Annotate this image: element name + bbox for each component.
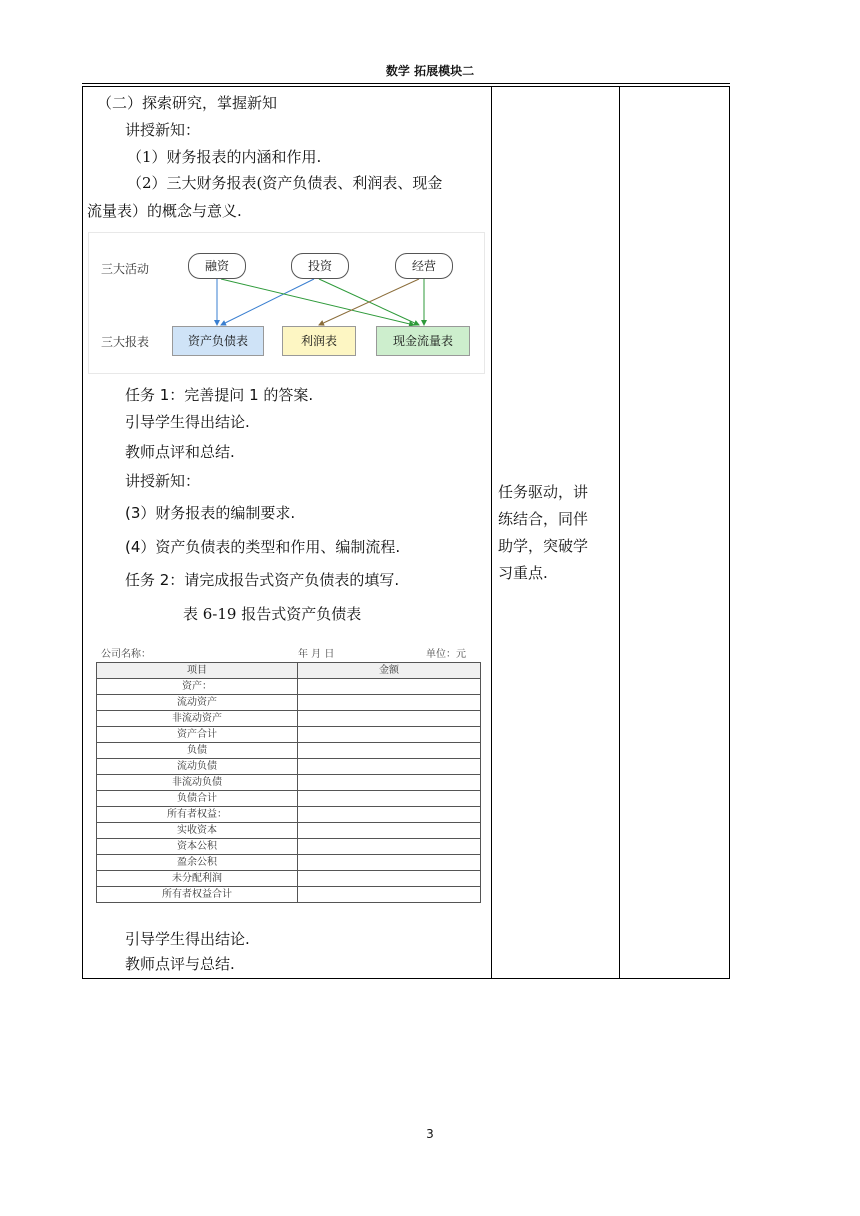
- row-item: 资产：: [97, 679, 298, 695]
- lesson-table: [82, 86, 730, 979]
- table-row: [97, 775, 481, 791]
- page-header: 数学 拓展模块二: [385, 64, 475, 78]
- row-item: 非流动资产: [97, 711, 298, 727]
- lecture-label: 讲授新知：: [125, 121, 201, 139]
- statement-cashflow: 现金流量表: [376, 326, 470, 356]
- row-amount-cell[interactable]: [298, 791, 481, 807]
- guide-1: 引导学生得出结论.: [125, 413, 250, 431]
- point-4: (4）资产负债表的类型和作用、编制流程.: [125, 538, 401, 556]
- header-rule: [82, 83, 730, 84]
- activity-investing: 投资: [291, 253, 349, 279]
- row-amount-cell[interactable]: [298, 871, 481, 887]
- table-row: [97, 679, 481, 695]
- header-item: 项目: [97, 663, 298, 679]
- row-amount-cell[interactable]: [298, 855, 481, 871]
- intent-line-4: 习重点.: [498, 564, 548, 582]
- statement-balance-sheet: 资产负债表: [172, 326, 264, 356]
- table-row: [97, 711, 481, 727]
- activity-financing: 融资: [188, 253, 246, 279]
- table-row: [97, 791, 481, 807]
- row-amount-cell[interactable]: [298, 711, 481, 727]
- row-item: 非流动负债: [97, 775, 298, 791]
- statements-label: 三大报表: [101, 335, 150, 349]
- task-2: 任务 2：请完成报告式资产负债表的填写.: [125, 571, 400, 589]
- row-item: 未分配利润: [97, 871, 298, 887]
- task-1: 任务 1：完善提问 1 的答案.: [125, 386, 314, 404]
- activity-operating: 经营: [395, 253, 453, 279]
- row-item: 负债合计: [97, 791, 298, 807]
- row-amount-cell[interactable]: [298, 823, 481, 839]
- date-label: 年 月 日: [298, 649, 335, 660]
- row-amount-cell[interactable]: [298, 679, 481, 695]
- row-item: 所有者权益合计: [97, 887, 298, 903]
- review-2: 教师点评与总结.: [125, 955, 235, 973]
- column-divider-1: [491, 87, 492, 978]
- arrow-financing-to-cashflow: [221, 279, 414, 325]
- table-row: [97, 823, 481, 839]
- lecture-label-2: 讲授新知：: [125, 472, 201, 490]
- table-row: [97, 727, 481, 743]
- row-amount-cell[interactable]: [298, 743, 481, 759]
- row-item: 盈余公积: [97, 855, 298, 871]
- row-item: 负债: [97, 743, 298, 759]
- table-row: [97, 743, 481, 759]
- table-row: [97, 759, 481, 775]
- three-statements-diagram: [88, 232, 485, 374]
- row-item: 资本公积: [97, 839, 298, 855]
- point-3: (3）财务报表的编制要求.: [125, 504, 296, 522]
- statement-income: 利润表: [282, 326, 356, 356]
- header-amount: 金额: [298, 663, 481, 679]
- table-row: [97, 695, 481, 711]
- section-title: （二）探索研究，掌握新知: [97, 94, 278, 112]
- row-amount-cell[interactable]: [298, 807, 481, 823]
- balance-sheet-table: [96, 662, 481, 903]
- table-row: [97, 839, 481, 855]
- page-number: 3: [426, 1127, 434, 1141]
- arrow-investing-to-balance: [221, 279, 314, 325]
- row-item: 所有者权益：: [97, 807, 298, 823]
- table-row: [97, 807, 481, 823]
- row-amount-cell[interactable]: [298, 759, 481, 775]
- row-item: 流动资产: [97, 695, 298, 711]
- point-1: （1）财务报表的内涵和作用.: [127, 148, 322, 166]
- table-header-row: [97, 663, 481, 679]
- row-amount-cell[interactable]: [298, 887, 481, 903]
- intent-line-2: 练结合，同伴: [498, 510, 589, 528]
- table-row: [97, 871, 481, 887]
- teaching-intent: [498, 479, 608, 587]
- row-item: 资产合计: [97, 727, 298, 743]
- point-2-line1: （2）三大财务报表(资产负债表、利润表、现金: [127, 174, 443, 192]
- row-item: 实收资本: [97, 823, 298, 839]
- guide-2: 引导学生得出结论.: [125, 930, 250, 948]
- table-row: [97, 887, 481, 903]
- activities-label: 三大活动: [101, 262, 150, 276]
- table-caption: 表 6-19 报告式资产负债表: [183, 605, 362, 623]
- intent-line-3: 助学，突破学: [498, 537, 589, 555]
- row-amount-cell[interactable]: [298, 839, 481, 855]
- review-1: 教师点评和总结.: [125, 443, 235, 461]
- point-2-line2: 流量表）的概念与意义.: [87, 202, 242, 220]
- table-row: [97, 855, 481, 871]
- column-divider-2: [619, 87, 620, 978]
- company-label: 公司名称：: [101, 649, 151, 660]
- row-item: 流动负债: [97, 759, 298, 775]
- row-amount-cell[interactable]: [298, 695, 481, 711]
- row-amount-cell[interactable]: [298, 775, 481, 791]
- unit-label: 单位：元: [426, 649, 466, 660]
- row-amount-cell[interactable]: [298, 727, 481, 743]
- intent-line-1: 任务驱动，讲: [498, 483, 589, 501]
